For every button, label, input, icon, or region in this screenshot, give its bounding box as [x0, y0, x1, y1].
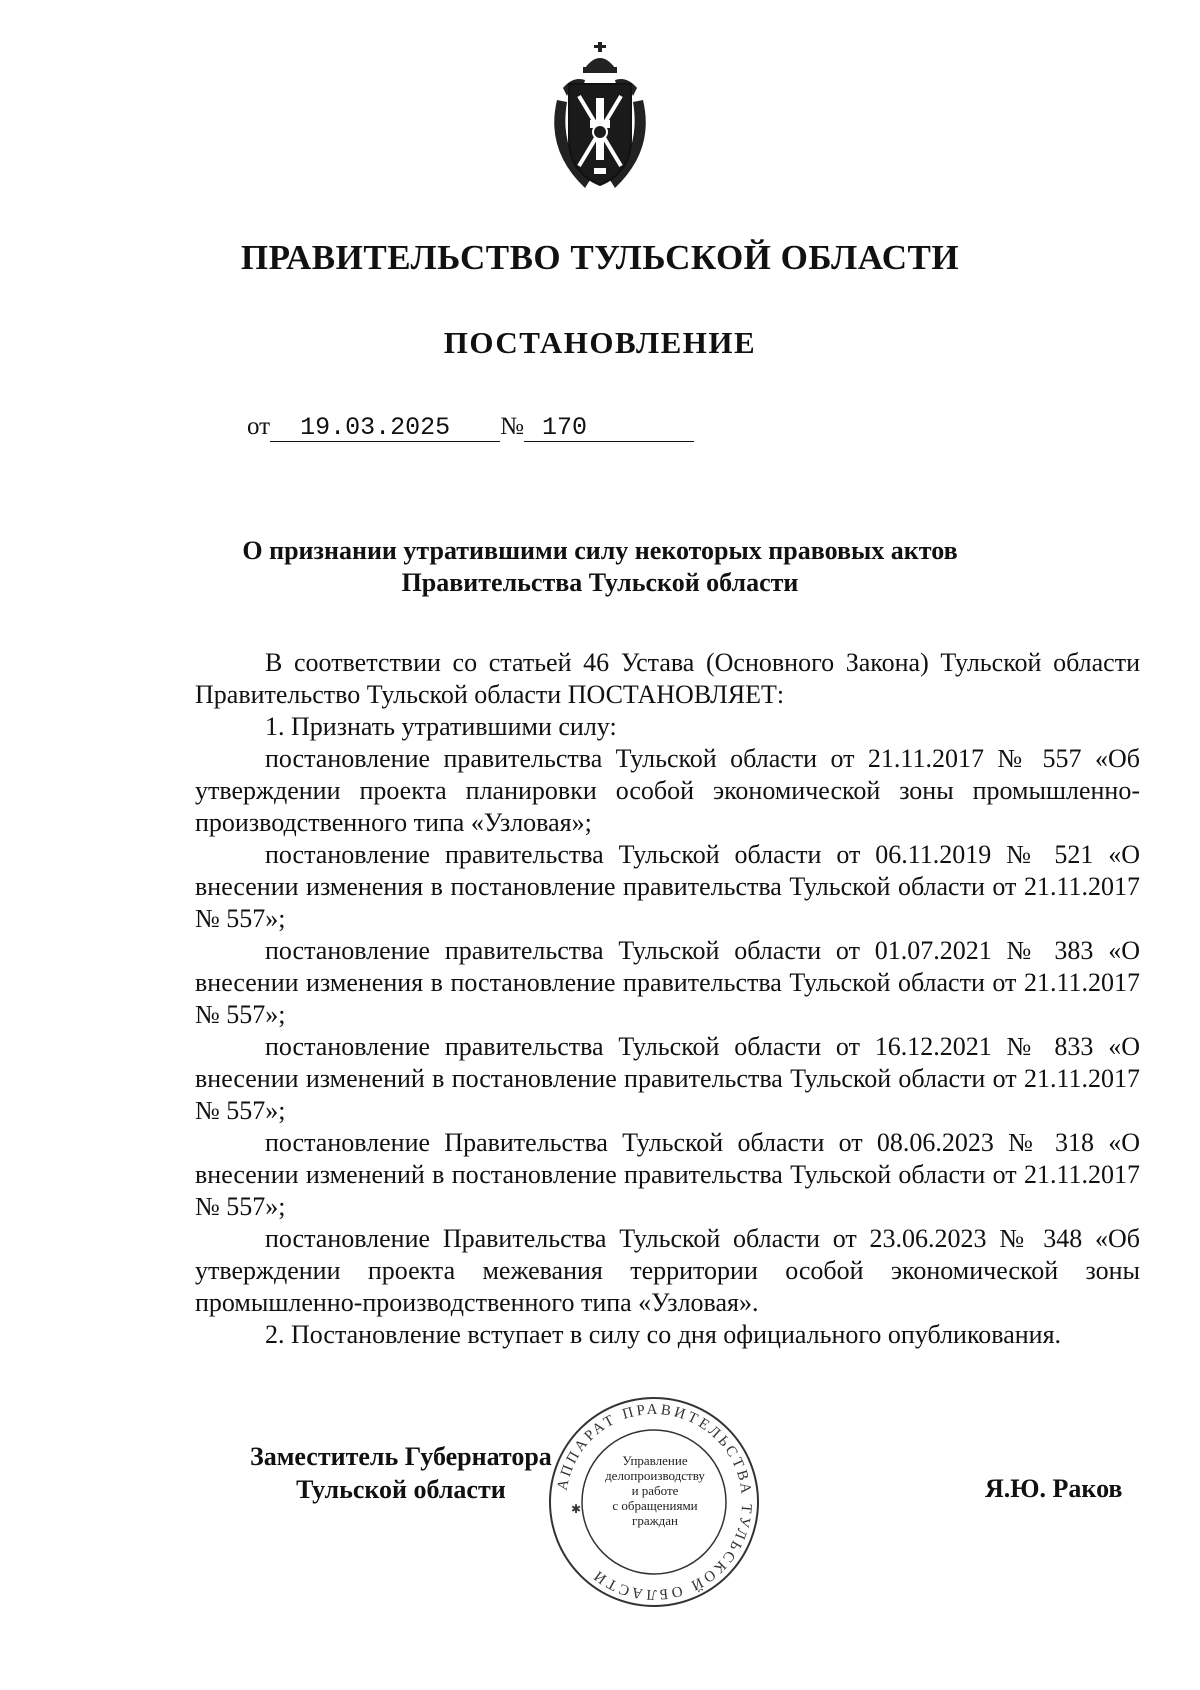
subject-line-1: О признании утратившими силу некоторых правовых актов: [242, 536, 958, 565]
repealed-act-2: постановление правительства Тульской области от 06.11.2019 № 521 «О внесении изменения в постановление правительства Тульской области от 21.11.2017 № 557»;: [195, 840, 1140, 933]
repealed-act-3: постановление правительства Тульской области от 01.07.2021 № 383 «О внесении изменения в постановление правительства Тульской области от 21.11.2017 № 557»;: [195, 936, 1140, 1029]
repealed-act-5: постановление Правительства Тульской области от 08.06.2023 № 318 «О внесении изменений в постановление правительства Тульской области от 21.11.2017 № 557»;: [195, 1128, 1140, 1221]
stamp-center-line: и работе: [631, 1483, 679, 1498]
repealed-act-1: постановление правительства Тульской области от 21.11.2017 № 557 «Об утверждении проекта планировки особой экономической зоны промышленно-производственного типа «Узловая»;: [195, 744, 1140, 837]
stamp-star-icon: ✱: [571, 1502, 582, 1516]
signatory-position-line-2: Тульской области: [296, 1475, 506, 1504]
official-stamp: [545, 1393, 763, 1611]
item-1-paragraph: 1. Признать утратившими силу:: [265, 712, 617, 741]
document-type: ПОСТАНОВЛЕНИЕ: [443, 325, 757, 360]
preamble-paragraph: В соответствии со статьей 46 Устава (Основного Закона) Тульской области Правительство Тульской области ПОСТАНОВЛЯЕТ:: [195, 648, 1140, 709]
stamp-center-text: [600, 1453, 710, 1528]
signatory-position-line-1: Заместитель Губернатора: [250, 1442, 552, 1471]
item-2-paragraph: 2. Постановление вступает в силу со дня официального опубликования.: [265, 1320, 1062, 1349]
signatory-name: Я.Ю. Раков: [985, 1474, 1123, 1503]
document-body: [195, 647, 1140, 1351]
coat-of-arms-icon: [545, 40, 655, 200]
stamp-ring-text: АППАРАТ ПРАВИТЕЛЬСТВА ТУЛЬСКОЙ ОБЛАСТИ: [554, 1401, 755, 1603]
stamp-center-line: граждан: [632, 1513, 678, 1528]
document-subject: [0, 535, 1200, 599]
registration-line: [247, 413, 694, 442]
stamp-center-line: Управление: [622, 1453, 688, 1468]
repealed-act-6: постановление Правительства Тульской области от 23.06.2023 № 348 «Об утверждении проекта межевания территории особой экономической зоны промышленно-производственного типа «Узловая».: [195, 1224, 1140, 1317]
stamp-center-line: с обращениями: [612, 1498, 698, 1513]
document-date: 19.03.2025: [270, 415, 500, 442]
date-label: от: [247, 413, 271, 440]
repealed-act-4: постановление правительства Тульской области от 16.12.2021 № 833 «О внесении изменений в постановление правительства Тульской области от 21.11.2017 № 557»;: [195, 1032, 1140, 1125]
subject-line-2: Правительства Тульской области: [401, 568, 799, 597]
coat-of-arms-emblem: [545, 40, 655, 200]
signatory-position: [250, 1440, 552, 1506]
number-label: №: [500, 413, 524, 440]
document-number: 170: [524, 415, 694, 442]
government-title: ПРАВИТЕЛЬСТВО ТУЛЬСКОЙ ОБЛАСТИ: [240, 238, 960, 277]
stamp-center-line: делопроизводству: [605, 1468, 705, 1483]
